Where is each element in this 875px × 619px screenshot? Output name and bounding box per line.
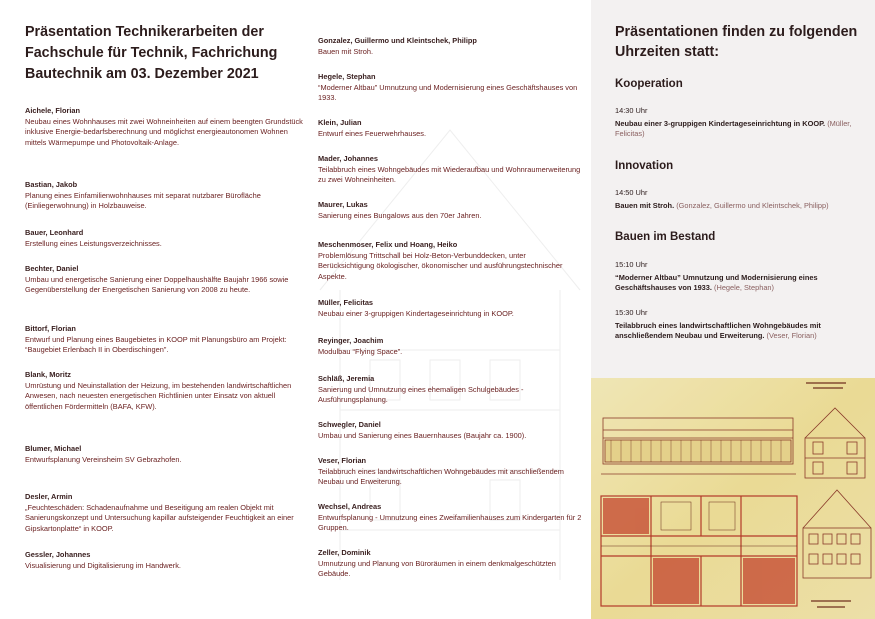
student-name: Wechsel, Andreas: [318, 502, 382, 511]
schedule-slot: [615, 188, 870, 211]
schedule-slot: [615, 308, 870, 342]
student-name: Müller, Felicitas: [318, 298, 374, 307]
student-name: Desler, Armin: [25, 492, 73, 501]
project-description: Entwurfsplanung Vereinsheim SV Gebrazhofen.: [25, 454, 182, 464]
project-description: Problemlösung Trittschall bei Holz-Beton-Verbunddecken, unter Berücksichtigung ökologischer, ökonomischer und ausführungstechnischer Aspekte.: [318, 250, 563, 281]
project-description: Planung eines Einfamilienwohnhauses mit separat nutzbarer Bürofläche (Einliegerwohnung) in Holzbauweise.: [25, 190, 261, 211]
student-name: Gonzalez, Guillermo und Kleintschek, Philipp: [318, 36, 477, 45]
student-name: Zeller, Dominik: [318, 548, 371, 557]
student-name: Veser, Florian: [318, 456, 367, 465]
schedule-slot: [615, 260, 870, 294]
project-description: Entwurf und Planung eines Baugebietes in KOOP mit Planungsbüro am Projekt: “Baugebiet Erlenbach II in Oberdischingen”.: [25, 334, 287, 355]
student-name: Reyinger, Joachim: [318, 336, 384, 345]
presentation-entry: [25, 370, 310, 412]
historic-floor-plan-drawing-icon: [591, 378, 875, 619]
student-name: Klein, Julian: [318, 118, 362, 127]
slot-title: Neubau einer 3-gruppigen Kindertageseinrichtung in KOOP.: [615, 118, 826, 128]
presentation-entry: [318, 502, 583, 534]
project-description: Umnutzung und Planung von Büroräumen in einem denkmalgeschützten Gebäude.: [318, 558, 556, 579]
student-name: Maurer, Lukas: [318, 200, 368, 209]
project-description: Erstellung eines Leistungsverzeichnisses.: [25, 238, 162, 248]
project-description: Umbau und energetische Sanierung einer Doppelhaushälfte Baujahr 1966 sowie Gegenüberstellung der Energetischen Sanierung von 2008 zu heute.: [25, 274, 289, 295]
slot-title: “Moderner Altbau” Umnutzung und Modernisierung eines Geschäftshauses von 1933.: [615, 272, 818, 293]
schedule-slot: [615, 106, 870, 140]
student-name: Gessler, Johannes: [25, 550, 91, 559]
slot-presenter: (Hegele, Stephan): [714, 283, 774, 293]
presentation-entry: [318, 336, 583, 357]
schedule-section-heading: Kooperation: [615, 78, 683, 90]
presentation-entry: [25, 550, 310, 571]
project-description: Neubau einer 3-gruppigen Kindertageseinrichtung in KOOP.: [318, 308, 514, 318]
slot-presenter: (Veser, Florian): [766, 331, 817, 341]
slot-time: 14:50 Uhr: [615, 188, 648, 197]
schedule-title: Präsentationen finden zu folgenden Uhrzeiten statt:: [615, 24, 858, 60]
presentation-entry: [25, 444, 310, 465]
student-name: Blumer, Michael: [25, 444, 82, 453]
student-name: Bauer, Leonhard: [25, 228, 84, 237]
presentation-entry: [25, 492, 310, 534]
student-name: Bittorf, Florian: [25, 324, 76, 333]
student-name: Meschenmoser, Felix und Hoang, Heiko: [318, 240, 458, 249]
schedule-section-heading: Innovation: [615, 160, 674, 172]
project-description: Umrüstung und Neuinstallation der Heizung, im bestehenden landwirtschaftlichen Anwesen, nach neuesten energetischen Richtlinien unter Einsatz von aktuell öffentlichen Fördermitteln (BAFA, KFW).: [25, 380, 292, 411]
student-name: Mader, Johannes: [318, 154, 378, 163]
project-description: “Moderner Altbau” Umnutzung und Modernisierung eines Geschäftshauses von 1933.: [318, 82, 578, 103]
project-description: Visualisierung und Digitalisierung im Handwerk.: [25, 560, 181, 570]
presentation-entry: [318, 548, 583, 580]
slot-presenter: (Gonzalez, Guillermo und Kleintschek, Philipp): [676, 200, 829, 210]
presentation-entry: [318, 200, 583, 221]
student-name: Blank, Moritz: [25, 370, 71, 379]
project-description: Modulbau “Flying Space”.: [318, 346, 403, 356]
project-description: Umbau und Sanierung eines Bauernhauses (Baujahr ca. 1900).: [318, 430, 527, 440]
project-description: „Feuchteschäden: Schadenaufnahme und Beseitigung am realen Objekt mit Sanierungskonzept und Untersuchung kapillar aufsteigender Feuchtigkeit an einer Gipskartonplatte“ in KOOP.: [25, 502, 294, 533]
slot-time: 15:10 Uhr: [615, 260, 648, 269]
slot-time: 15:30 Uhr: [615, 308, 648, 317]
project-description: Neubau eines Wohnhauses mit zwei Wohneinheiten auf einem beengten Grundstück inklusive Energie-bedarfsberechnung und möglichst energieautonomen Wohnen mittels Wärmepumpe und Photovoltaik-Anlage.: [25, 116, 303, 147]
project-description: Entwurf eines Feuerwehrhauses.: [318, 128, 427, 138]
presentation-entry: [25, 228, 310, 249]
student-name: Bechter, Daniel: [25, 264, 79, 273]
presentation-entry: [318, 374, 583, 406]
presentation-entry: [318, 456, 583, 488]
presentation-entry: [318, 298, 583, 319]
presentation-entry: [318, 240, 583, 282]
presentation-entry: [25, 324, 310, 356]
presentation-entry: [318, 154, 583, 186]
presentation-entry: [25, 264, 310, 296]
project-description: Sanierung und Umnutzung eines ehemaligen Schulgebäudes - Ausführungsplanung.: [318, 384, 524, 405]
presentation-entry: [25, 106, 310, 148]
student-name: Schwegler, Daniel: [318, 420, 381, 429]
presentation-entry: [318, 118, 583, 139]
slot-title: Bauen mit Stroh.: [615, 200, 675, 210]
presentation-entry: [318, 420, 583, 441]
slot-time: 14:30 Uhr: [615, 106, 648, 115]
student-name: Hegele, Stephan: [318, 72, 376, 81]
slot-title: Teilabbruch eines landwirtschaftlichen Wohngebäudes mit anschließendem Neubau und Erweiterung.: [615, 320, 821, 341]
student-name: Schläß, Jeremia: [318, 374, 375, 383]
historic-floor-plan: [591, 378, 875, 619]
student-name: Aichele, Florian: [25, 106, 81, 115]
project-description: Teilabbruch eines Wohngebäudes mit Wiederaufbau und Wohnraumerweiterung zu zwei Wohneinheiten.: [318, 164, 581, 185]
project-description: Teilabbruch eines landwirtschaftlichen Wohngebäudes mit anschließendem Neubau und Erweiterung.: [318, 466, 564, 487]
presentation-entry: [318, 36, 583, 57]
student-name: Bastian, Jakob: [25, 180, 78, 189]
schedule-section-heading: Bauen im Bestand: [615, 231, 716, 243]
project-description: Entwurfsplanung - Umnutzung eines Zweifamilienhauses zum Kindergarten für 2 Gruppen.: [318, 512, 582, 533]
page-title: Präsentation Technikerarbeiten der Fachschule für Technik, Fachrichung Bautechnik am 03. Dezember 2021: [25, 24, 278, 82]
presentation-entry: [25, 180, 310, 212]
project-description: Sanierung eines Bungalows aus den 70er Jahren.: [318, 210, 482, 220]
presentation-entry: [318, 72, 583, 104]
project-description: Bauen mit Stroh.: [318, 46, 374, 56]
slot-presenter: (Müller, Felicitas): [615, 118, 852, 139]
